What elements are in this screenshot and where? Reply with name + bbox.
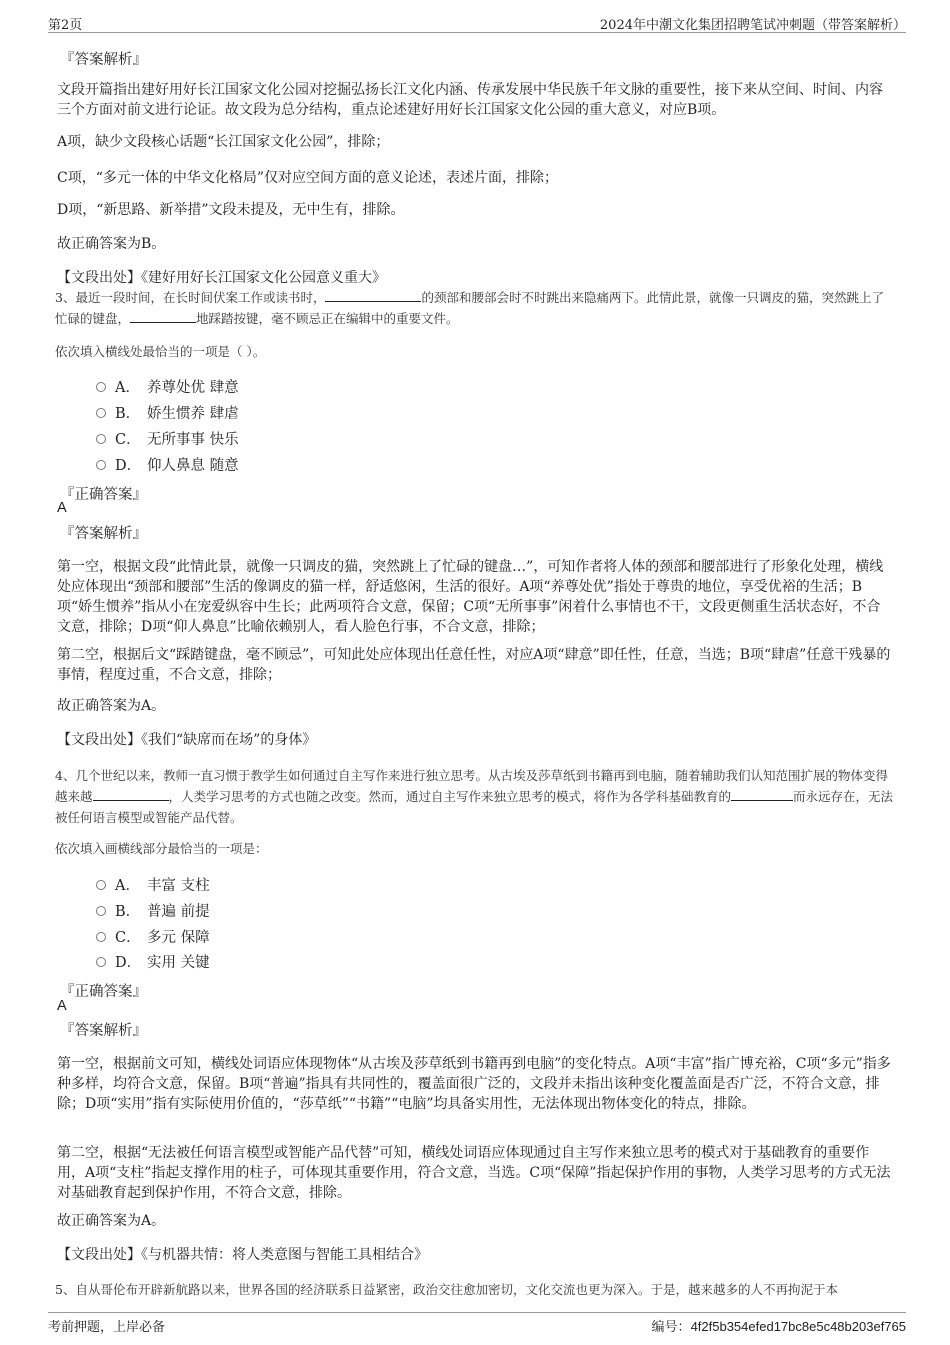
- analysis-paragraph: 第一空，根据前文可知，横线处词语应体现物体“从古埃及莎草纸到书籍再到电脑”的变化特点。A项“丰富”指广博充裕，C项“多元”指多种多样，均符合文意，保留。B项“普遍”指具有共同性的，覆盖面很广泛的，文段并未指出该种变化覆盖面是否广泛，不符合文意，排除；D项“实用”指有实际使用价值的，“莎草纸”“书籍”“电脑”均具备实用性，无法体现出物体变化的特点，排除。: [57, 1056, 891, 1112]
- analysis-paragraph: 文段开篇指出建好用好长江国家文化公园对挖掘弘扬长江文化内涵、传承发展中华民族千年文脉的重要性，接下来从空间、时间、内容三个方面对前文进行论证。故文段为总分结构，重点论述建好用好长江国家文化公园的重大意义，对应B项。: [57, 82, 883, 118]
- analysis-paragraph: D项，“新思路、新举措”文段未提及，无中生有，排除。: [57, 202, 405, 218]
- radio-icon[interactable]: [96, 460, 106, 470]
- analysis-paragraph: 第一空，根据文段“此情此景，就像一只调皮的猫，突然跳上了忙碌的键盘…”，可知作者将人体的颈部和腰部进行了形象化处理，横线处应体现出“颈部和腰部”生活的像调皮的猫一样，舒适悠闲，生活的很好。A项“养尊处优”指处于尊贵的地位，享受优裕的生活；B项“娇生惯养”指从小在宠爱纵容中生长；此两项符合文意，保留；C项“无所事事”闲着什么事情也不干，文段更侧重生活状态好，不合文意，排除；D项“仰人鼻息”比喻依赖别人，看人脸色行事，不合文意，排除；: [57, 559, 884, 635]
- option-d[interactable]: D． 仰人鼻息 随意: [96, 454, 239, 475]
- radio-icon[interactable]: [96, 957, 106, 967]
- fill-blank: [325, 289, 421, 302]
- analysis-paragraph: C项，“多元一体的中华文化格局”仅对应空间方面的意义论述，表述片面，排除；: [57, 170, 559, 186]
- radio-icon[interactable]: [96, 880, 106, 890]
- source-citation: 【文段出处】《我们“缺席而在场”的身体》: [57, 732, 317, 748]
- question-prompt: 依次填入画横线部分最恰当的一项是：: [55, 841, 268, 856]
- footer-slogan: 考前押题，上岸必备: [48, 1320, 166, 1335]
- page-header: [48, 14, 906, 33]
- radio-icon[interactable]: [96, 434, 106, 444]
- radio-icon[interactable]: [96, 382, 106, 392]
- analysis-label: 『答案解析』: [60, 1023, 147, 1039]
- correct-answer: A: [57, 500, 67, 516]
- question-stem: 4、几个世纪以来，教师一直习惯于教学生如何通过自主写作来进行独立思考。从古埃及莎草纸到书籍再到电脑，随着辅助我们认知范围扩展的物体变得越来越 ，人类学习思考的方式也随之改变。然而，通过自主写作来独立思考的模式，将作为各学科基础教育的 而永远存在，无法被任何语言模型或智能产品代替。: [55, 768, 894, 825]
- correct-answer: A: [57, 998, 67, 1014]
- document-code: 编号：4f2f5b354efed17bc8e5c48b203ef765: [651, 1319, 906, 1335]
- fill-blank: [130, 310, 196, 323]
- option-c[interactable]: C． 多元 保障: [96, 926, 210, 947]
- source-citation: 【文段出处】《与机器共情：将人类意图与智能工具相结合》: [57, 1247, 428, 1263]
- question-stem: 3、最近一段时间，在长时间伏案工作或读书时， 的颈部和腰部会时不时跳出来隐痛两下。此情此景，就像一只调皮的猫，突然跳上了忙碌的键盘， 地踩踏按键，毫不顾忌正在编辑中的重要文件。: [55, 290, 884, 326]
- question-stem: 5、自从哥伦布开辟新航路以来，世界各国的经济联系日益紧密，政治交往愈加密切，文化交流也更为深入。于是，越来越多的人不再拘泥于本: [55, 1282, 838, 1297]
- answer-conclusion: 故正确答案为A。: [57, 1213, 166, 1229]
- radio-icon[interactable]: [96, 932, 106, 942]
- page-number: 第2页: [48, 18, 83, 33]
- analysis-paragraph: 第二空，根据“无法被任何语言模型或智能产品代替”可知，横线处词语应体现通过自主写作来独立思考的模式对于基础教育的重要作用，A项“支柱”指起支撑作用的柱子，可体现其重要作用，符合文意，当选。C项“保障”指起保护作用的事物，人类学习思考的方式无法对基础教育起到保护作用，不符合文意，排除。: [57, 1145, 891, 1201]
- page-footer: [48, 1312, 906, 1333]
- option-c[interactable]: C． 无所事事 快乐: [96, 428, 239, 449]
- correct-answer-label: 『正确答案』: [60, 984, 147, 1000]
- analysis-label: 『答案解析』: [60, 526, 147, 542]
- answer-conclusion: 故正确答案为A。: [57, 698, 166, 714]
- source-citation: 【文段出处】《建好用好长江国家文化公园意义重大》: [57, 270, 386, 286]
- fill-blank: [93, 788, 169, 801]
- radio-icon[interactable]: [96, 408, 106, 418]
- option-b[interactable]: B． 普遍 前提: [96, 900, 210, 921]
- fill-blank: [731, 788, 793, 801]
- analysis-paragraph: A项，缺少文段核心话题“长江国家文化公园”，排除；: [57, 134, 390, 150]
- analysis-label: 『答案解析』: [60, 52, 147, 68]
- radio-icon[interactable]: [96, 906, 106, 916]
- option-a[interactable]: A． 丰富 支柱: [96, 874, 210, 895]
- option-d[interactable]: D． 实用 关键: [96, 951, 210, 972]
- answer-conclusion: 故正确答案为B。: [57, 236, 166, 252]
- question-prompt: 依次填入横线处最恰当的一项是（ ）。: [55, 344, 266, 359]
- correct-answer-label: 『正确答案』: [60, 487, 147, 503]
- document-title: 2024年中潮文化集团招聘笔试冲刺题（带答案解析）: [599, 18, 906, 33]
- option-a[interactable]: A． 养尊处优 肆意: [96, 376, 239, 397]
- analysis-paragraph: 第二空，根据后文“踩踏键盘，毫不顾忌”，可知此处应体现出任意任性，对应A项“肆意”即任性，任意，当选；B项“肆虐”任意干残暴的事情，程度过重，不合文意，排除；: [57, 647, 891, 683]
- option-b[interactable]: B． 娇生惯养 肆虐: [96, 402, 239, 423]
